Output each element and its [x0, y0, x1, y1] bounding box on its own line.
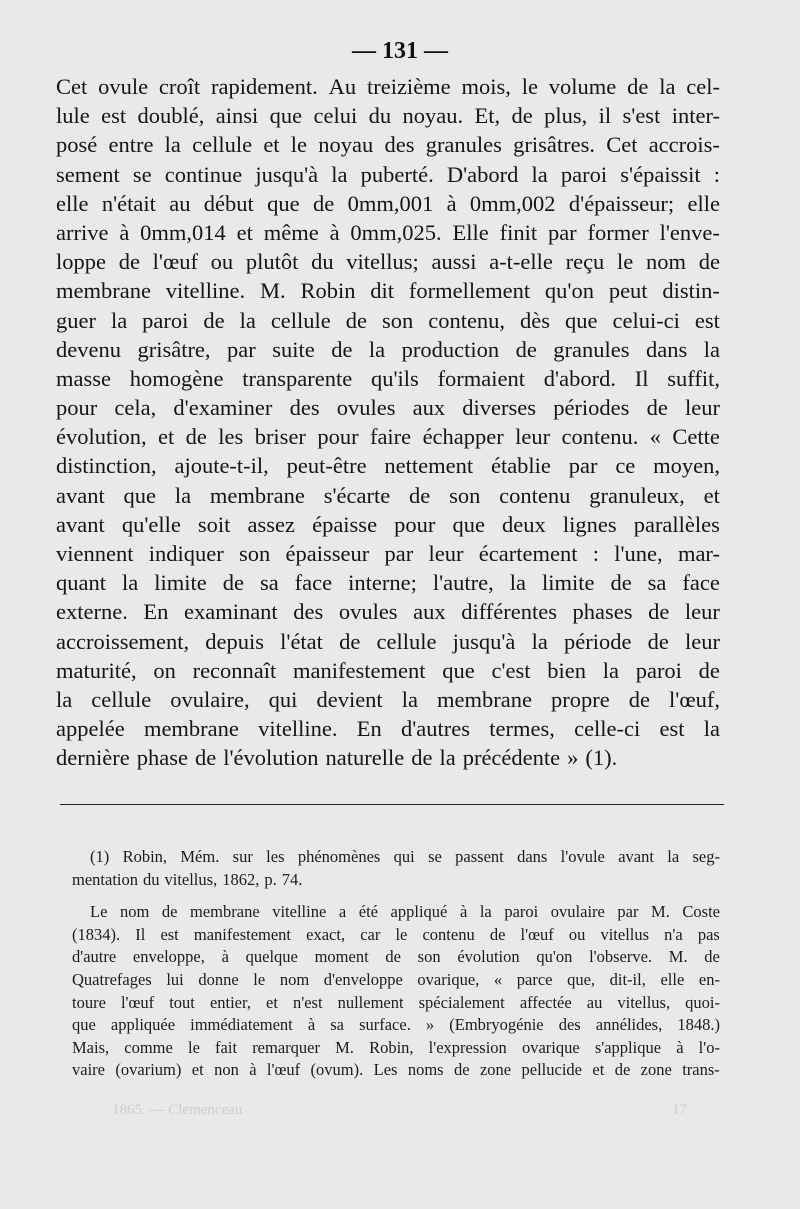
footnote-line: mentation du vitellus, 1862, p. 74. — [72, 869, 303, 889]
bleed-through-left: 1865. — Clemenceau — [112, 1102, 243, 1118]
note-line: Quatrefages lui donne le nom d'enveloppe ovarique, « parce que, dit-il, elle en- — [72, 969, 720, 989]
body-line: quant la limite de sa face interne; l'autre, la limite de sa face — [56, 570, 720, 596]
body-line: avant qu'elle soit assez épaisse pour que deux lignes parallèles — [56, 511, 720, 537]
footnote-gap — [72, 891, 720, 901]
note-line: Mais, comme le fait remarquer M. Robin, l'expression ovarique s'applique à l'o- — [72, 1037, 720, 1057]
body-line: sement se continue jusqu'à la puberté. D'abord la paroi s'épaissit : — [56, 161, 720, 187]
bleed-through-right: 17 — [672, 1102, 687, 1118]
body-line: lule est doublé, ainsi que celui du noyau. Et, de plus, il s'est inter- — [56, 103, 720, 129]
body-line: appelée membrane vitelline. En d'autres termes, celle-ci est la — [56, 716, 720, 742]
page-number: — 131 — — [352, 38, 448, 64]
body-line: masse homogène transparente qu'ils formaient d'abord. Il suffit, — [56, 365, 720, 391]
note-line: que appliquée immédiatement à sa surface. » (Embryogénie des annélides, 1848.) — [72, 1015, 720, 1035]
footnote-separator-rule — [60, 804, 724, 805]
body-line: devenu grisâtre, par suite de la production de granules dans la — [56, 336, 720, 362]
body-line: pour cela, d'examiner des ovules aux diverses périodes de leur — [56, 395, 720, 421]
bleed-through-text — [112, 1102, 687, 1119]
body-line: viennent indiquer son épaisseur par leur écartement : l'une, mar- — [56, 541, 720, 566]
body-line: Cet ovule croît rapidement. Au treizième mois, le volume de la cel- — [56, 74, 720, 99]
body-line: membrane vitelline. M. Robin dit formellement qu'on peut distin- — [56, 278, 720, 304]
note-line: vaire (ovarium) et non à l'œuf (ovum). Les noms de zone pellucide et de zone trans- — [72, 1060, 720, 1080]
body-line: accroissement, depuis l'état de cellule jusqu'à la période de leur — [56, 628, 720, 654]
body-line: dernière phase de l'évolution naturelle de la précédente » (1). — [56, 745, 618, 771]
main-text-block — [56, 72, 720, 773]
note-line: toure l'œuf tout entier, et n'est nullement spécialement affectée au vitellus, quoi- — [72, 992, 720, 1012]
body-line: elle n'était au début que de 0mm,001 à 0mm,002 d'épaisseur; elle — [56, 190, 720, 216]
body-line: maturité, on reconnaît manifestement que c'est bien la paroi de — [56, 657, 720, 683]
note-line: d'autre enveloppe, à quelque moment de son évolution qu'on l'observe. M. de — [72, 947, 720, 967]
body-line: guer la paroi de la cellule de son contenu, dès que celui-ci est — [56, 307, 720, 333]
body-line: la cellule ovulaire, qui devient la membrane propre de l'œuf, — [56, 686, 720, 712]
note-line: (1834). Il est manifestement exact, car le contenu de l'œuf ou vitellus n'a pas — [72, 924, 720, 944]
body-line: distinction, ajoute-t-il, peut-être nettement établie par ce moyen, — [56, 453, 720, 479]
body-line: arrive à 0mm,014 et même à 0mm,025. Elle finit par former l'enve- — [56, 219, 720, 245]
footnotes-block — [72, 846, 720, 1082]
footnote-line: (1) Robin, Mém. sur les phénomènes qui se passent dans l'ovule avant la seg- — [90, 847, 720, 866]
body-line: avant que la membrane s'écarte de son contenu granuleux, et — [56, 482, 720, 508]
body-line: évolution, et de les briser pour faire échapper leur contenu. « Cette — [56, 424, 720, 450]
note-line: Le nom de membrane vitelline a été appliqué à la paroi ovulaire par M. Coste — [90, 902, 720, 922]
body-line: externe. En examinant des ovules aux différentes phases de leur — [56, 599, 720, 625]
body-line: posé entre la cellule et le noyau des granules grisâtres. Cet accrois- — [56, 132, 720, 158]
body-line: loppe de l'œuf ou plutôt du vitellus; aussi a-t-elle reçu le nom de — [56, 249, 720, 275]
